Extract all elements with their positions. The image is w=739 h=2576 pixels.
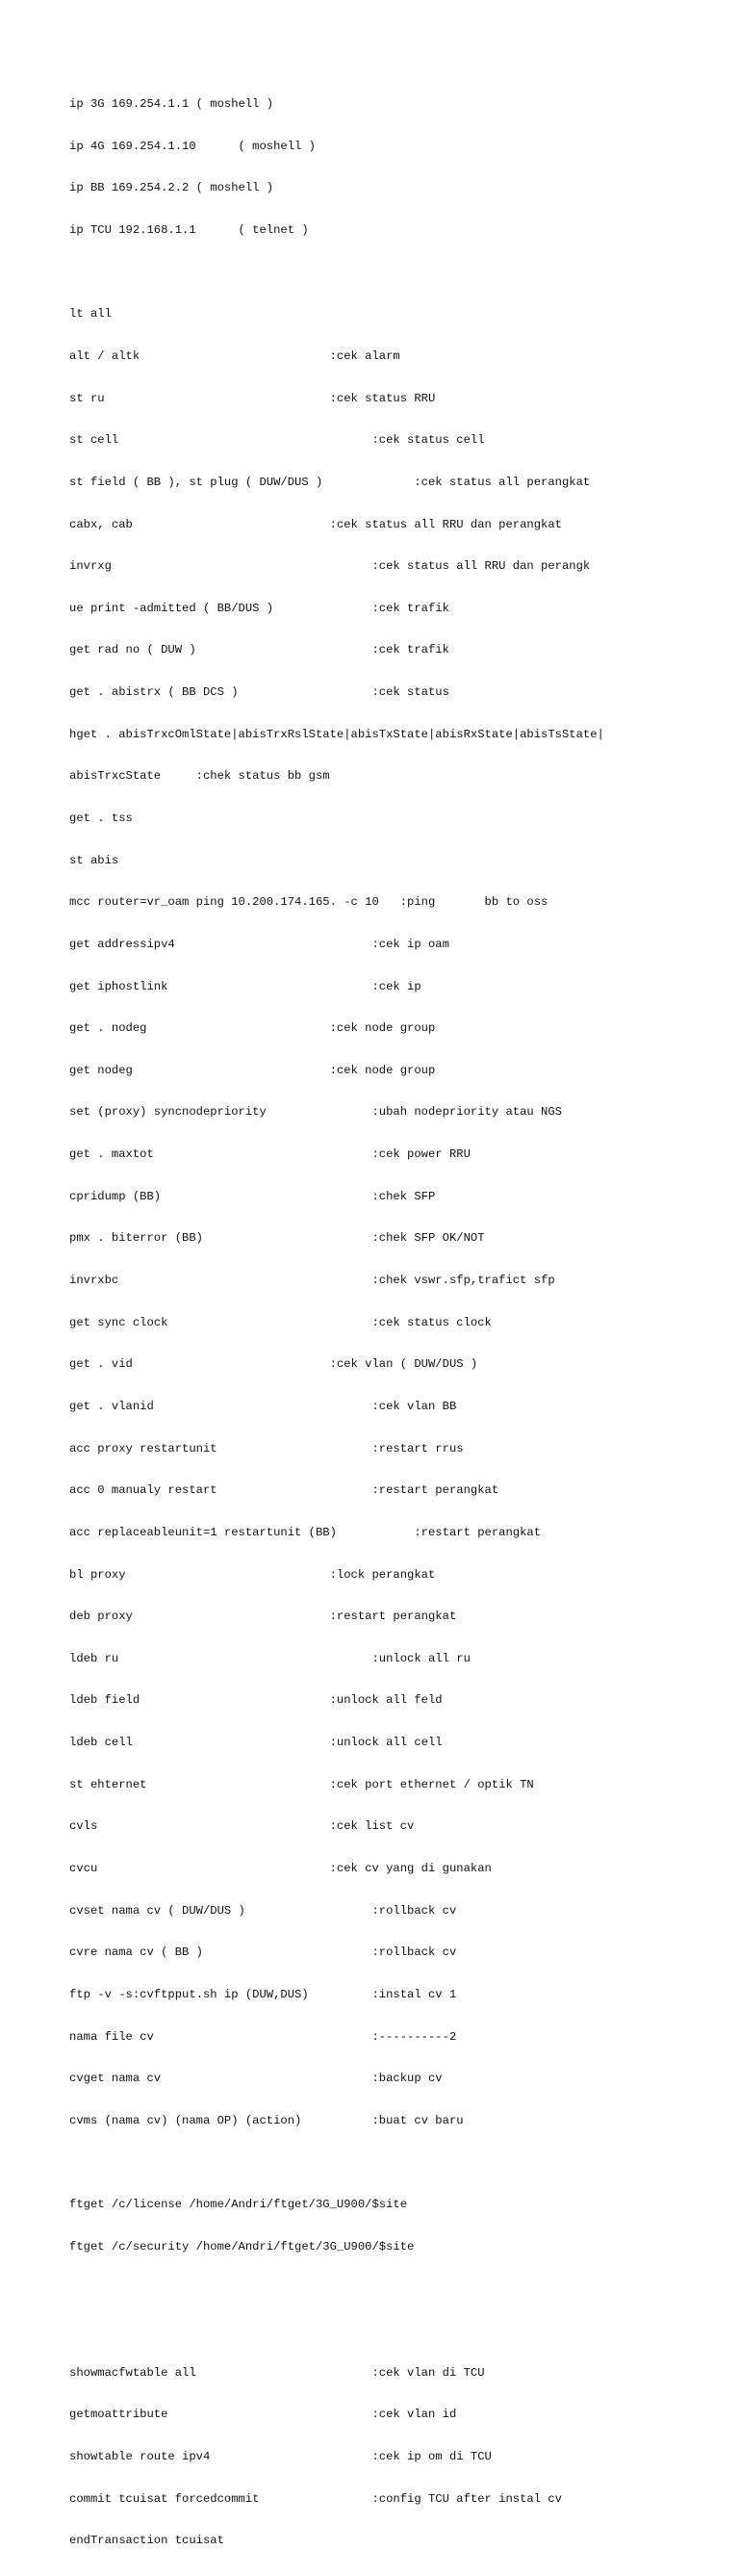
text-line: acc 0 manualy restart :restart perangkat [69,1483,499,1498]
text-line: ip 3G 169.254.1.1 ( moshell ) [69,97,274,112]
text-line: st field ( BB ), st plug ( DUW/DUS ) :cek status all perangkat [69,475,591,489]
text-line: ldeb cell :unlock all cell [69,1736,443,1750]
text-line: bl proxy :lock perangkat [69,1567,436,1582]
text-line: get rad no ( DUW ) :cek trafik [69,643,449,657]
text-line: abisTrxcState :chek status bb gsm [69,769,330,784]
text-line: ip TCU 192.168.1.1 ( telnet ) [69,223,309,238]
text-line: getmoattribute :cek vlan id [69,2408,457,2422]
text-line: ue print -admitted ( BB/DUS ) :cek trafik [69,601,449,615]
text-line: ldeb ru :unlock all ru [69,1651,471,1665]
text-line: invrxg :cek status all RRU dan perangk [69,559,591,574]
text-line: cvcu :cek cv yang di gunakan [69,1862,492,1875]
text-line: st abis [69,853,119,867]
text-line: cvms (nama cv) (nama OP) (action) :buat cv baru [69,2113,464,2127]
text-line: get . tss [69,811,133,825]
document-text [69,69,604,2576]
text-line: lt all [69,307,112,322]
text-line: nama file cv :----------2 [69,2029,457,2044]
text-line: cabx, cab :cek status all RRU dan perangkat [69,517,562,531]
text-line: st ru :cek status RRU [69,391,436,405]
text-line: ftget /c/license /home/Andri/ftget/3G_U900/$site [69,2198,408,2212]
text-line: ftget /c/security /home/Andri/ftget/3G_U900/$site [69,2239,415,2254]
text-line: get sync clock :cek status clock [69,1315,492,1329]
text-line: get . vlanid :cek vlan BB [69,1399,457,1413]
text-line: ip BB 169.254.2.2 ( moshell ) [69,181,274,195]
text-line: showtable route ipv4 :cek ip om di TCU [69,2449,492,2463]
text-line [69,2281,604,2296]
text-line: showmacfwtable all :cek vlan di TCU [69,2365,485,2380]
text-line: hget . abisTrxcOmlState|abisTrxRslState|abisTxState|abisRxState|abisTsState| [69,727,604,741]
text-line: get . nodeg :cek node group [69,1021,436,1036]
text-line: ftp -v -s:cvftpput.sh ip (DUW,DUS) :instal cv 1 [69,1987,457,2001]
text-line [69,266,604,280]
text-line: get nodeg :cek node group [69,1063,436,1077]
text-line: ldeb field :unlock all feld [69,1693,443,1708]
text-line: st ehternet :cek port ethernet / optik TN [69,1777,534,1791]
text-line: cpridump (BB) :chek SFP [69,1189,436,1203]
text-line: acc replaceableunit=1 restartunit (BB) :restart perangkat [69,1525,542,1539]
text-line: pmx . biterror (BB) :chek SFP OK/NOT [69,1231,485,1246]
text-line [69,2155,604,2170]
text-line: cvget nama cv :backup cv [69,2072,443,2086]
text-line: invrxbc :chek vswr.sfp,trafict sfp [69,1274,555,1288]
text-line: set (proxy) syncnodepriority :ubah nodepriority atau NGS [69,1105,562,1120]
text-line: acc proxy restartunit :restart rrus [69,1441,464,1455]
text-line: get addressipv4 :cek ip oam [69,937,449,951]
text-line: get iphostlink :cek ip [69,979,421,993]
text-line: endTransaction tcuisat [69,2534,224,2548]
text-line: cvset nama cv ( DUW/DUS ) :rollback cv [69,1903,457,1918]
text-line: mcc router=vr_oam ping 10.200.174.165. -c 10 :ping bb to oss [69,895,548,910]
text-line: get . abistrx ( BB DCS ) :cek status [69,685,449,700]
text-line: deb proxy :restart perangkat [69,1610,457,1624]
text-line: cvre nama cv ( BB ) :rollback cv [69,1945,457,1960]
text-line: get . vid :cek vlan ( DUW/DUS ) [69,1357,478,1372]
text-line: get . maxtot :cek power RRU [69,1147,471,1162]
text-line: ip 4G 169.254.1.10 ( moshell ) [69,139,316,153]
text-line: commit tcuisat forcedcommit :config TCU after instal cv [69,2491,562,2506]
text-line [69,2324,604,2338]
text-line: alt / altk :cek alarm [69,348,400,363]
text-line: st cell :cek status cell [69,433,485,448]
text-line: cvls :cek list cv [69,1819,415,1834]
